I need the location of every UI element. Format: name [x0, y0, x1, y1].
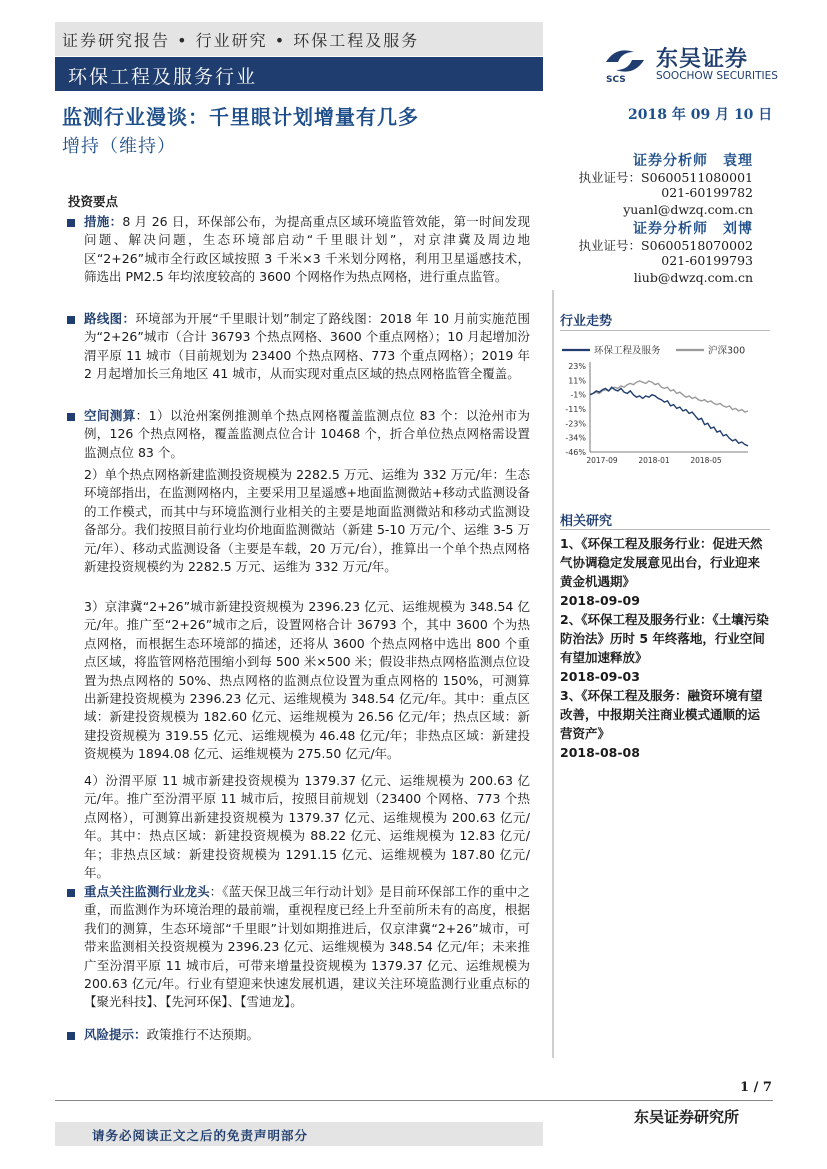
legend-label: 环保工程及服务	[594, 345, 661, 357]
chart-axes	[565, 362, 748, 465]
footer-divider	[55, 1100, 773, 1101]
paragraph-text: ：1）以沧州案例推测单个热点网格覆盖监测点位 83 个：以沧州市为例，126 个热点网格，覆盖监测点位合计 10468 个，折合单位热点网格需设置监测点位 83 个。	[84, 408, 530, 460]
related-report-1[interactable]	[560, 534, 770, 610]
paragraph-jjj-investment: 3）京津冀“2+26”城市新建投资规模为 2396.23 亿元、运维规模为 348.54 亿元/年。推广至“2+26”城市之后，设置网格合计 36793 个，其中 3600 个为热点网格，而根据生态环境部的描述，还将从 3600 个热点网格中选出 800 个重点区域，将监管网格范围缩小到每 500 米×500 米；假设非热点网格监测点位设置为热点网格的 50%、热点网格的监测点位设置为重点网格的 150%，可测算出新建投资规模为 2396.23 亿元、运维规模为 348.54 亿元/年。其中：重点区域：新建投资规模为 182.60 亿元、运维规模为 26.56 亿元/年；热点区域：新建投资规模为 319.55 亿元、运维规模为 46.48 亿元/年；非热点区域：新建投资规模为 1894.08 亿元、运维规模为 275.50 亿元/年。	[84, 599, 530, 762]
paragraph-keyword: 风险提示：	[84, 1027, 147, 1042]
logo-english: SOOCHOW SECURITIES	[656, 70, 778, 82]
related-report-date: 2018-09-03	[560, 669, 640, 684]
breadcrumb: 证券研究报告 • 行业研究 • 环保工程及服务	[62, 31, 420, 50]
paragraph-grid-investment: 2）单个热点网格新建监测投资规模为 2282.5 万元、运维为 332 万元/年：生态环境部指出，在监测网格内，主要采用卫星遥感+地面监测微站+移动式监测设备的工作模式，而其中与环境监测行业相关的主要是地面监测微站和移动式监测设备部分。我们按照目前行业均价地面监测微站（新建 5-10 万元/个、运维 3-5 万元/年）、移动式监测设备（主要是车载，20 万元/台），推算出一个单个热点网格新建投资规模约为 2282.5 万元、运维为 332 万元/年。	[84, 467, 530, 575]
chart-series	[590, 381, 748, 446]
analyst-1-phone: 021-60199782	[661, 185, 753, 200]
y-tick-label: -1%	[570, 390, 586, 400]
analyst-1-email[interactable]: yuanl@dwzq.com.cn	[623, 202, 753, 217]
trend-title: 行业走势	[560, 314, 613, 329]
analyst-2-email[interactable]: liub@dwzq.com.cn	[633, 270, 753, 285]
bullet-icon	[67, 316, 75, 324]
analyst-2-title: 证券分析师 刘博	[633, 221, 753, 237]
paragraph-keyword: 空间测算	[84, 408, 136, 423]
x-tick-label: 2017-09	[586, 456, 618, 465]
related-report-title[interactable]: 2、《环保工程及服务行业：《土壤污染防治法》历时 5 年终落地，行业空间有望加速释放》	[560, 612, 769, 665]
report-date: 2018 年 09 月 10 日	[628, 107, 773, 123]
logo-name: 东吴证券	[656, 47, 749, 72]
related-report-3[interactable]	[560, 686, 770, 762]
x-tick-label: 2018-01	[638, 456, 670, 465]
paragraph-measures	[84, 213, 530, 287]
logo-mark: SCS	[606, 75, 626, 84]
paragraph-text: 环境部为开展“千里眼计划”制定了路线图：2018 年 10 月前实施范围为“2+26”城市（合计 36793 个热点网格、3600 个重点网格）；10 月起增加汾渭平原 11 城市（目前规划为 23400 个热点网格、773 个重点网格）；2019 年 2 月起增加长三角地区 41 城市，从而实现对重点区域的热点网格监管全覆盖。	[84, 311, 530, 382]
analyst-1-title: 证券分析师 袁理	[633, 153, 753, 169]
bullet-icon	[67, 1032, 75, 1040]
y-tick-label: 11%	[568, 376, 586, 386]
paragraph-risk	[84, 1026, 530, 1044]
paragraph-keyword: 路线图：	[84, 311, 136, 326]
paragraph-leaders	[84, 883, 530, 1012]
paragraph-space-estimate	[84, 407, 530, 462]
related-report-date: 2018-09-09	[560, 593, 640, 608]
analyst-2-license: 执业证号：S0600518070002	[578, 238, 753, 253]
paragraph-text: 8 月 26 日，环保部公布，为提高重点区域环境监管效能，第一时间发现问题、解决问题，生态环境部启动“千里眼计划”，对京津冀及周边地区“2+26”城市全行政区域按照 3 千米×3 千米划分网格，利用卫星遥感技术，筛选出 PM2.5 年均浓度较高的 3600 个网格作为热点网格，进行重点监管。	[84, 214, 530, 285]
soochow-logo-icon	[600, 44, 650, 84]
paragraph-text: 政策推行不达预期。	[146, 1027, 260, 1042]
related-report-date: 2018-08-08	[560, 745, 640, 760]
series-line	[590, 387, 748, 446]
y-tick-label: -23%	[565, 419, 586, 429]
related-report-title[interactable]: 3、《环保工程及服务：融资环境有望改善，中报期关注商业模式通顺的运营资产》	[560, 688, 763, 741]
industry-title: 环保工程及服务行业	[68, 66, 258, 88]
bullet-icon	[67, 219, 75, 227]
bullet-icon	[67, 889, 75, 897]
chart-legend	[562, 345, 745, 357]
y-tick-label: -11%	[565, 405, 586, 414]
analyst-2-phone: 021-60199793	[661, 253, 753, 268]
disclaimer: 请务必阅读正文之后的免责声明部分	[92, 1128, 309, 1143]
series-line	[590, 381, 748, 412]
page-number: 1 / 7	[740, 1080, 772, 1095]
research-title: 相关研究	[560, 514, 613, 529]
related-report-2[interactable]	[560, 610, 770, 686]
paragraph-keyword: 措施：	[84, 214, 123, 229]
paragraph-text: ：《蓝天保卫战三年行动计划》是目前环保部工作的重中之重，而监测作为环境治理的最前端，重视程度已经上升至前所未有的高度，根据我们的测算，生态环境部“千里眼”计划如期推进后，仅京津冀“2+26”城市，可带来监测相关投资规模为 2396.23 亿元、运维规模为 348.54 亿元/年；未来推广至汾渭平原 11 城市后，可带来增量投资规模为 1379.37 亿元、运维规模为 200.63 亿元/年。行业有望迎来快速发展机遇，建议关注环境监测行业重点标的【聚光科技】、【先河环保】、【雪迪龙】。	[84, 884, 530, 1010]
x-tick-label: 2018-05	[690, 456, 722, 465]
analyst-1-license: 执业证号：S0600511080001	[578, 170, 753, 185]
paragraph-roadmap	[84, 310, 530, 384]
y-tick-label: -34%	[565, 433, 586, 443]
legend-label: 沪深300	[708, 345, 746, 357]
highlights-label: 投资要点	[68, 194, 119, 209]
industry-trend-chart	[558, 340, 772, 472]
institute-name: 东吴证券研究所	[634, 1108, 740, 1126]
rating: 增持（维持）	[62, 136, 176, 157]
paragraph-fenwei-investment: 4）汾渭平原 11 城市新建投资规模为 1379.37 亿元、运维规模为 200.63 亿元/年。推广至汾渭平原 11 城市后，按照目前规划（23400 个网格、773 个热点网格），可测算出新建投资规模为 1379.37 亿元、运维规模为 200.63 亿元/年。其中：热点区域：新建投资规模为 88.22 亿元、运维规模为 12.83 亿元/年；非热点区域：新建投资规模为 1291.15 亿元、运维规模为 187.80 亿元/年。	[84, 773, 530, 881]
related-report-title[interactable]: 1、《环保工程及服务行业：促进天然气协调稳定发展意见出台，行业迎来黄金机遇期》	[560, 536, 763, 589]
y-tick-label: 23%	[568, 362, 586, 371]
y-tick-label: -46%	[565, 448, 586, 457]
trend-divider	[560, 330, 770, 331]
paragraph-keyword: 重点关注监测行业龙头	[84, 884, 210, 899]
research-divider	[560, 529, 770, 530]
bullet-icon	[67, 413, 75, 421]
sidebar-divider	[552, 290, 554, 1058]
report-title: 监测行业漫谈：千里眼计划增量有几多	[62, 105, 419, 129]
